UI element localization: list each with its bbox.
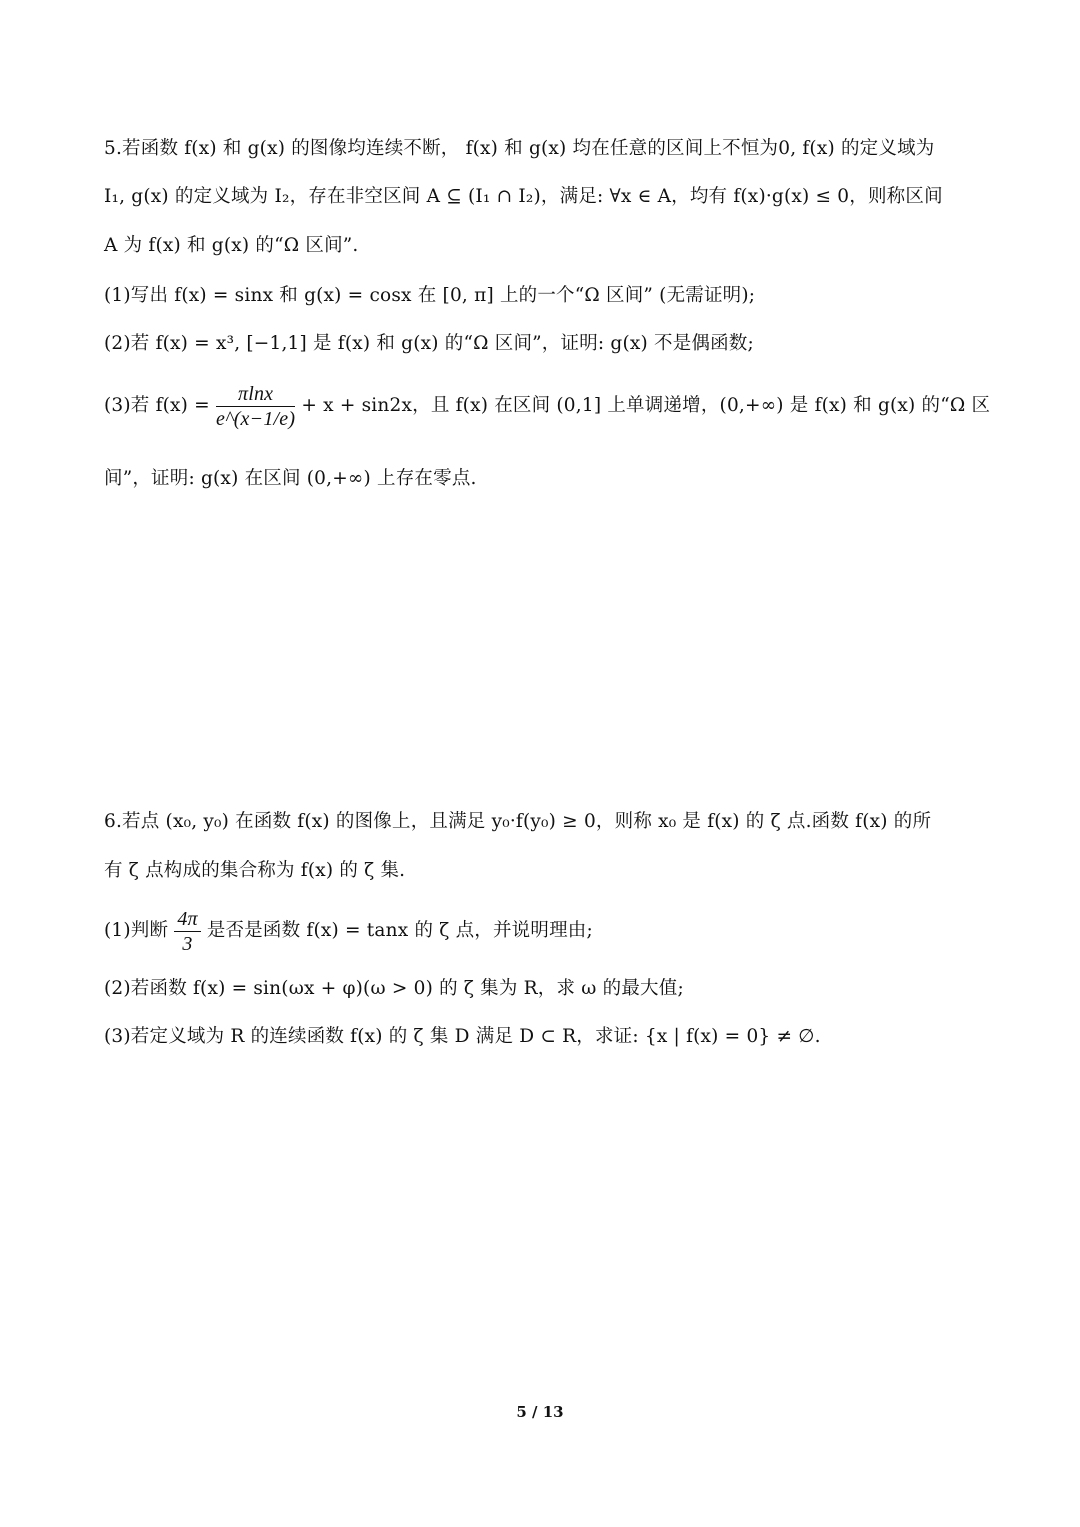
problem6-part1-prefix: (1)判断 [104, 920, 169, 941]
problem5-part3 [104, 378, 991, 434]
fraction-denominator: e^(x−1/e) [215, 407, 296, 430]
problem5-line2: I₁, g(x) 的定义域为 I₂，存在非空区间 A ⊆ (I₁ ∩ I₂)，满足: ∀x ∈ A，均有 f(x)·g(x) ≤ 0，则称区间 [104, 186, 943, 207]
problem5-part3-line2: 间”，证明: g(x) 在区间 (0,+∞) 上存在零点. [104, 468, 477, 489]
problem6-part1 [104, 903, 984, 959]
problem6-line2: 有 ζ 点构成的集合称为 f(x) 的 ζ 集. [104, 860, 406, 881]
problem6-part3: (3)若定义域为 R 的连续函数 f(x) 的 ζ 集 D 满足 D ⊂ R，求证: {x | f(x) = 0} ≠ ∅. [104, 1026, 821, 1047]
problem6-part2: (2)若函数 f(x) = sin(ωx + φ)(ω > 0) 的 ζ 集为 R，求 ω 的最大值; [104, 978, 684, 999]
problem5-part3-fraction [216, 382, 295, 431]
problem5-part3-suffix: + x + sin2x，且 f(x) 在区间 (0,1] 上单调递增，(0,+∞) 是 f(x) 和 g(x) 的“Ω 区 [301, 395, 991, 416]
problem6-part1-fraction [174, 907, 200, 956]
fraction-numerator: 4π [174, 907, 200, 932]
page-number: 5 / 13 [516, 1403, 564, 1421]
problem5-part1: (1)写出 f(x) = sinx 和 g(x) = cosx 在 [0, π] 上的一个“Ω 区间” (无需证明); [104, 285, 756, 306]
fraction-denominator: 3 [182, 932, 193, 955]
problem5-line3: A 为 f(x) 和 g(x) 的“Ω 区间”. [104, 235, 359, 256]
problem5-part2: (2)若 f(x) = x³, [−1,1] 是 f(x) 和 g(x) 的“Ω 区间”，证明: g(x) 不是偶函数; [104, 333, 754, 354]
problem6-part1-suffix: 是否是函数 f(x) = tanx 的 ζ 点，并说明理由; [206, 920, 593, 941]
problem5-line1: 5.若函数 f(x) 和 g(x) 的图像均连续不断， f(x) 和 g(x) 均在任意的区间上不恒为0, f(x) 的定义域为 [104, 138, 935, 159]
fraction-numerator: πlnx [216, 382, 295, 407]
problem5-part3-prefix: (3)若 f(x) = [104, 395, 210, 416]
problem6-line1: 6.若点 (x₀, y₀) 在函数 f(x) 的图像上，且满足 y₀·f(y₀) ≥ 0，则称 x₀ 是 f(x) 的 ζ 点.函数 f(x) 的所 [104, 811, 932, 832]
